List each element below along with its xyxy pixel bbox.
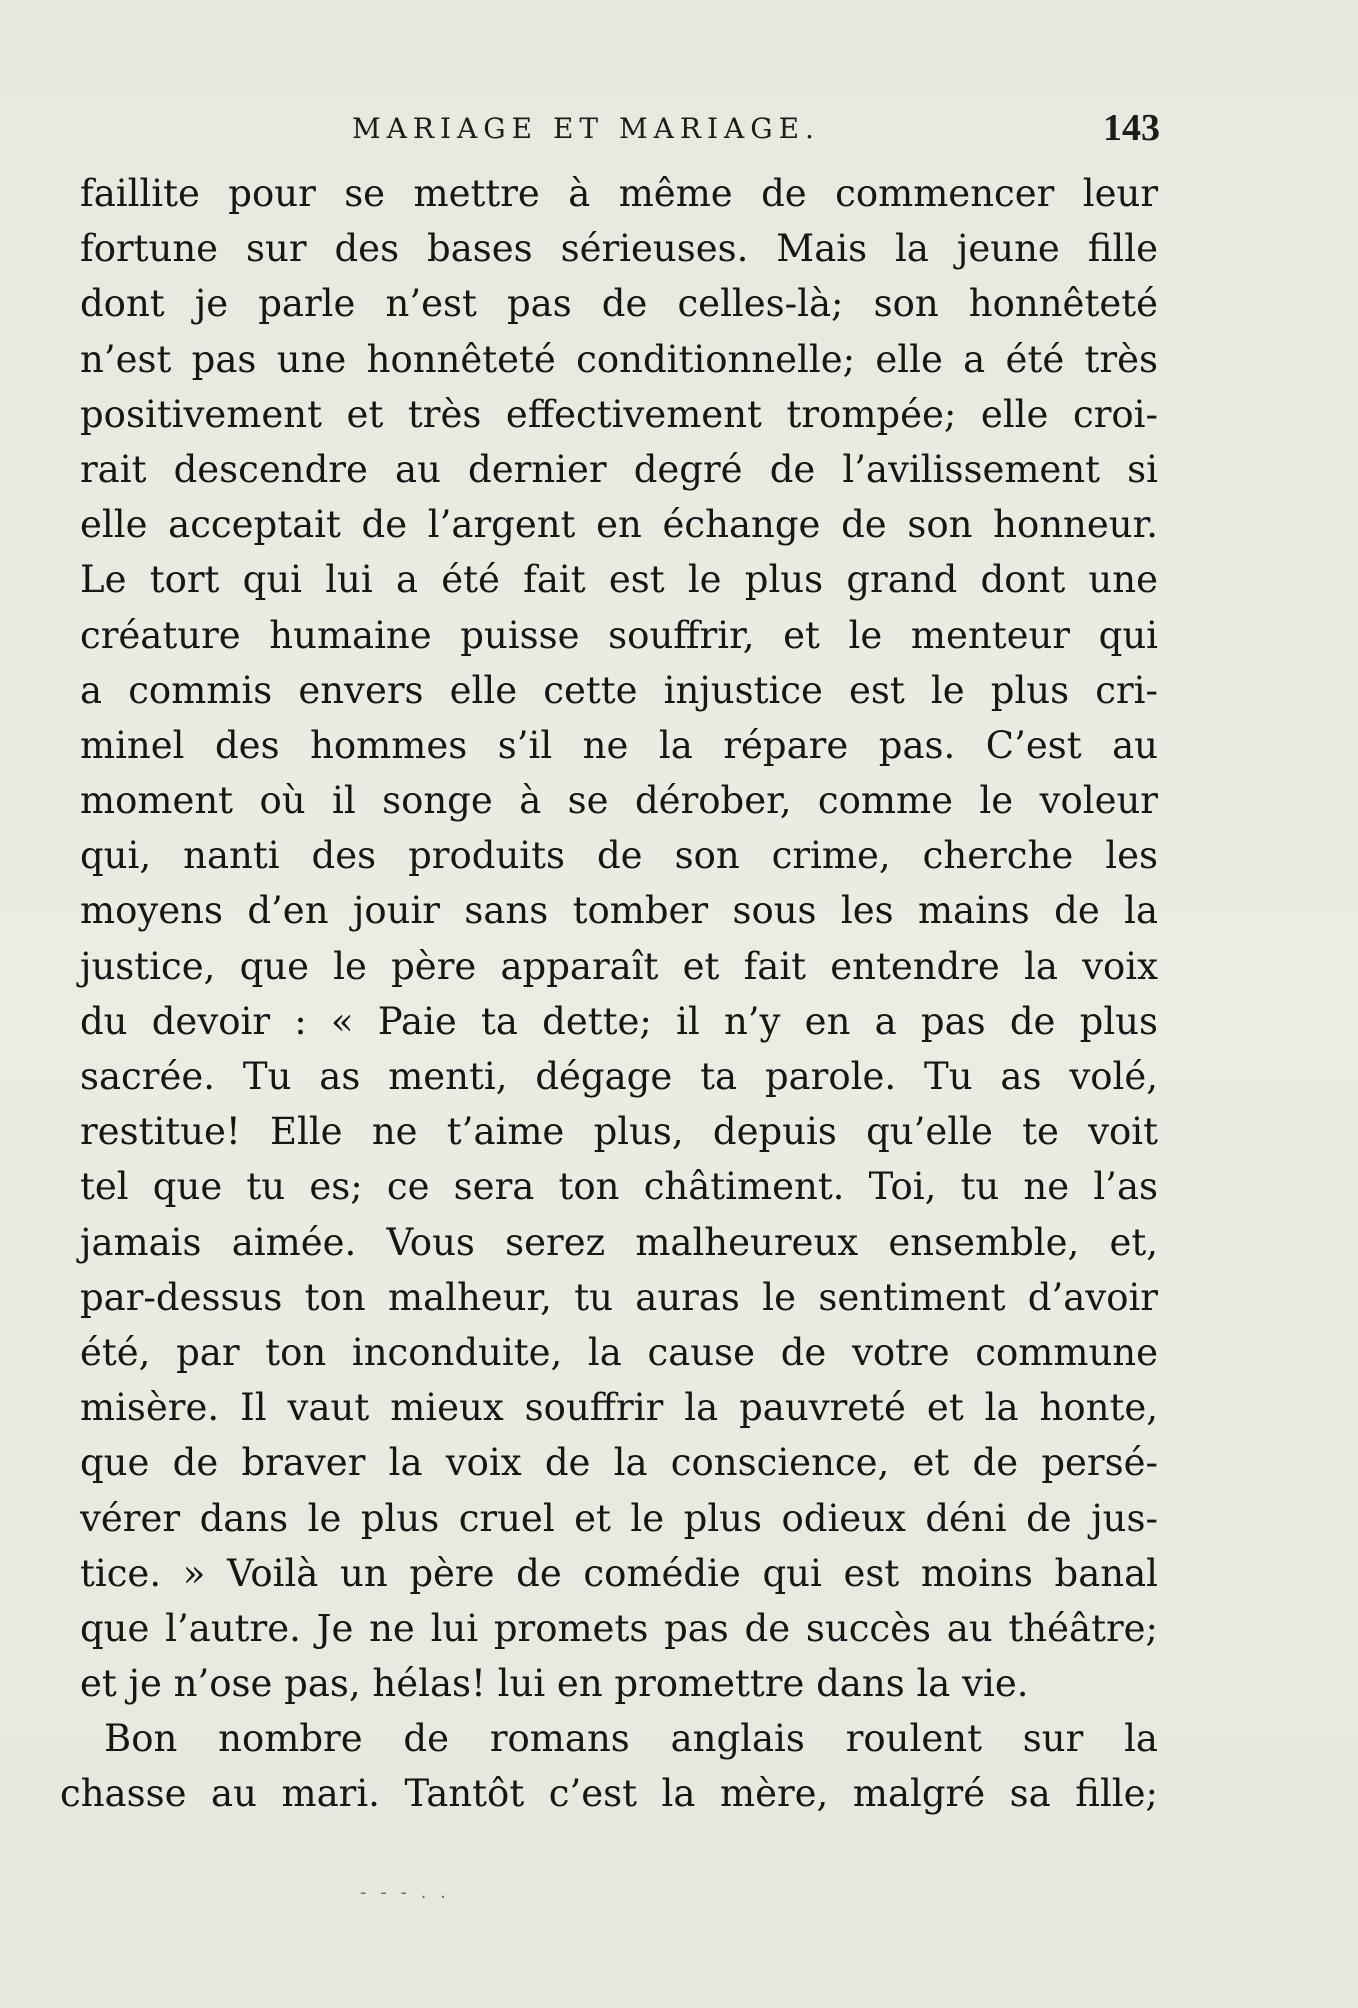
text-line: moment où il songe à se dérober, comme le voleur <box>80 779 1158 823</box>
text-line: tel que tu es; ce sera ton châtiment. Toi, tu ne l’as <box>80 1165 1158 1209</box>
text-line: misère. Il vaut mieux souffrir la pauvreté et la honte, <box>80 1386 1158 1430</box>
page-number: 143 <box>1103 107 1160 149</box>
body-text <box>60 166 1158 1822</box>
text-line: elle acceptait de l’argent en échange de son honneur. <box>80 503 1158 547</box>
text-line: fortune sur des bases sérieuses. Mais la jeune fille <box>80 227 1158 271</box>
running-head <box>80 104 1160 164</box>
footer-marks: - - - . . <box>360 1882 450 1903</box>
text-line: minel des hommes s’il ne la répare pas. C’est au <box>80 723 1158 767</box>
text-line: restitue! Elle ne t’aime plus, depuis qu’elle te voit <box>80 1110 1158 1154</box>
text-line: et je n’ose pas, hélas! lui en promettre dans la vie. <box>80 1662 1029 1706</box>
text-line: dont je parle n’est pas de celles-là; son honnêteté <box>80 282 1158 326</box>
text-line: justice, que le père apparaît et fait entendre la voix <box>80 944 1158 988</box>
text-line: été, par ton inconduite, la cause de votre commune <box>80 1330 1158 1374</box>
text-line: n’est pas une honnêteté conditionnelle; elle a été très <box>80 337 1158 381</box>
text-line: que de braver la voix de la conscience, et de persé- <box>80 1441 1158 1485</box>
running-title: MARIAGE ET MARIAGE. <box>352 112 820 145</box>
text-line: qui, nanti des produits de son crime, cherche les <box>80 834 1158 878</box>
text-line: faillite pour se mettre à même de commencer leur <box>80 172 1158 215</box>
text-line: moyens d’en jouir sans tomber sous les mains de la <box>80 889 1158 933</box>
text-line: du devoir : « Paie ta dette; il n’y en a pas de plus <box>80 999 1158 1043</box>
text-line: que l’autre. Je ne lui promets pas de succès au théâtre; <box>80 1606 1158 1650</box>
text-line: chasse au mari. Tantôt c’est la mère, malgré sa fille; <box>60 1772 1158 1816</box>
text-line: vérer dans le plus cruel et le plus odieux déni de jus- <box>80 1496 1158 1540</box>
text-line: tice. » Voilà un père de comédie qui est moins banal <box>80 1551 1158 1595</box>
text-line: par-dessus ton malheur, tu auras le sentiment d’avoir <box>80 1275 1158 1319</box>
text-line: jamais aimée. Vous serez malheureux ensemble, et, <box>80 1220 1158 1264</box>
text-line: positivement et très effectivement trompée; elle croi- <box>80 392 1158 436</box>
paragraph-first-line: Bon nombre de romans anglais roulent sur la <box>104 1717 1158 1761</box>
text-line: a commis envers elle cette injustice est le plus cri- <box>80 668 1158 712</box>
text-line: Le tort qui lui a été fait est le plus grand dont une <box>80 558 1158 602</box>
text-line: créature humaine puisse souffrir, et le menteur qui <box>80 613 1158 657</box>
text-line: sacrée. Tu as menti, dégage ta parole. Tu as volé, <box>80 1055 1158 1098</box>
text-line: rait descendre au dernier degré de l’avilissement si <box>80 447 1158 491</box>
